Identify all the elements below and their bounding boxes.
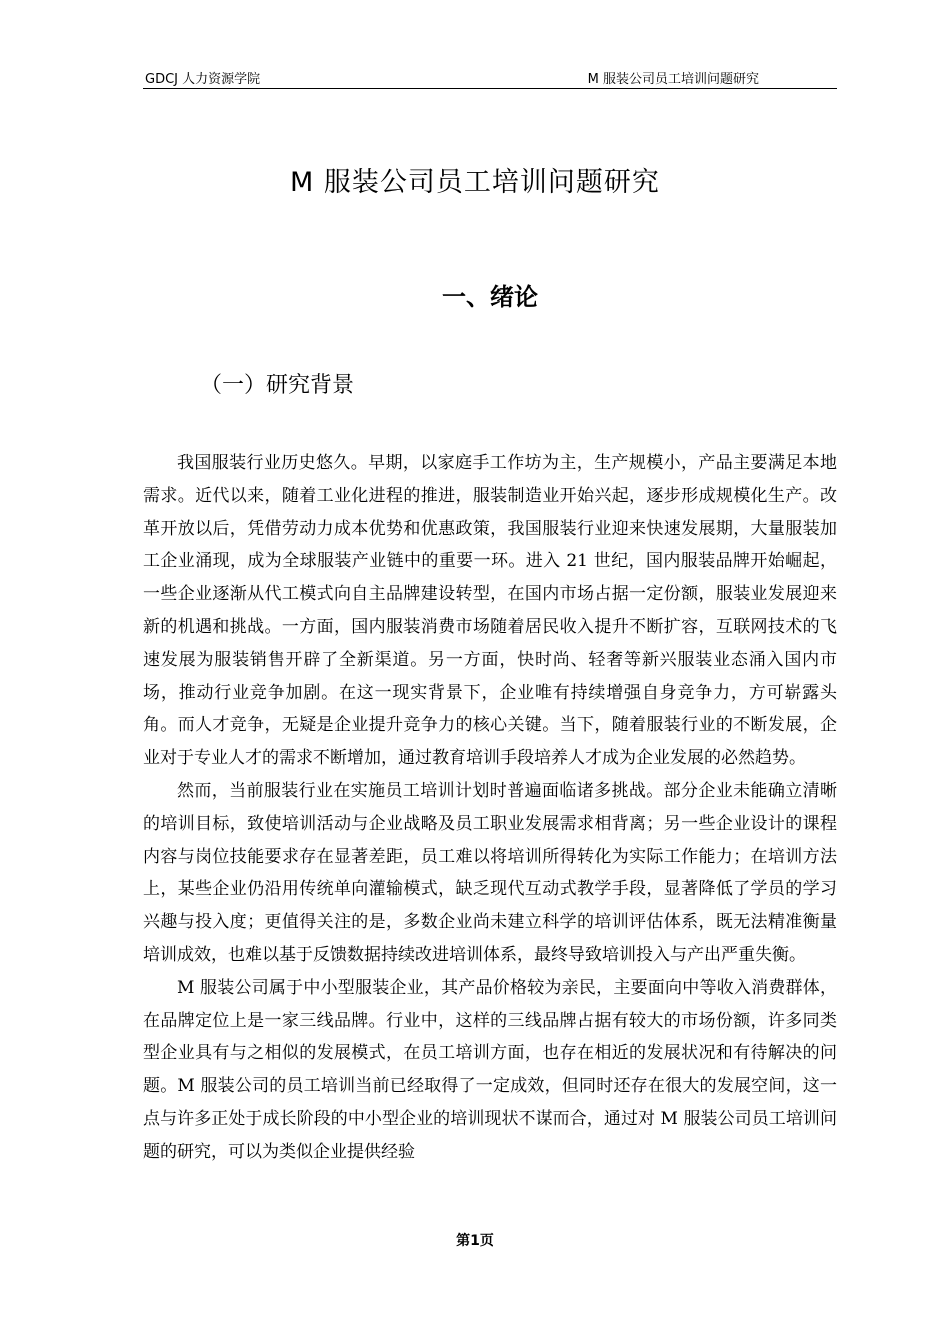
page-number: 第1页 bbox=[456, 1233, 494, 1249]
paragraph: 我国服装行业历史悠久。早期，以家庭手工作坊为主，生产规模小，产品主要满足本地需求。近代以来，随着工业化进程的推进，服装制造业开始兴起，逐步形成规模化生产。改革开放以后，凭借劳动力成本优势和优惠政策，我国服装行业迎来快速发展期，大量服装加工企业涌现，成为全球服装产业链中的重要一环。进入 21 世纪，国内服装品牌开始崛起，一些企业逐渐从代工模式向自主品牌建设转型，在国内市场占据一定份额，服装业发展迎来新的机遇和挑战。一方面，国内服装消费市场随着居民收入提升不断扩容，互联网技术的飞速发展为服装销售开辟了全新渠道。另一方面，快时尚、轻奢等新兴服装业态涌入国内市场，推动行业竞争加剧。在这一现实背景下，企业唯有持续增强自身竞争力，方可崭露头角。而人才竞争，无疑是企业提升竞争力的核心关键。当下，随着服装行业的不断发展，企业对于专业人才的需求不断增加，通过教育培训手段培养人才成为企业发展的必然趋势。 bbox=[143, 453, 837, 769]
subsection-heading: （一）研究背景 bbox=[200, 373, 355, 398]
paragraph: M 服装公司属于中小型服装企业，其产品价格较为亲民，主要面向中等收入消费群体，在品牌定位上是一家三线品牌。行业中，这样的三线品牌占据有较大的市场份额，许多同类型企业具有与之相似的发展模式，在员工培训方面，也存在相近的发展状况和有待解决的问题。M 服装公司的员工培训当前已经取得了一定成效，但同时还存在很大的发展空间，这一点与许多正处于成长阶段的中小型企业的培训现状不谋而合，通过对 M 服装公司员工培训问题的研究，可以为类似企业提供经验 bbox=[143, 977, 837, 1162]
header-institution: GDCJ 人力资源学院 bbox=[145, 72, 261, 87]
body-text bbox=[143, 447, 837, 1169]
header-document-title: M 服装公司员工培训问题研究 bbox=[587, 72, 759, 87]
paragraph: 然而，当前服装行业在实施员工培训计划时普遍面临诸多挑战。部分企业未能确立清晰的培训目标，致使培训活动与企业战略及员工职业发展需求相背离；另一些企业设计的课程内容与岗位技能要求存在显著差距，员工难以将培训所得转化为实际工作能力；在培训方法上，某些企业仍沿用传统单向灌输模式，缺乏现代互动式教学手段，显著降低了学员的学习兴趣与投入度；更值得关注的是，多数企业尚未建立科学的培训评估体系，既无法精准衡量培训成效，也难以基于反馈数据持续改进培训体系，最终导致培训投入与产出严重失衡。 bbox=[143, 780, 837, 965]
document-title: M 服装公司员工培训问题研究 bbox=[290, 167, 660, 198]
section-heading: 一、绪论 bbox=[442, 283, 538, 311]
page-header bbox=[143, 66, 837, 89]
